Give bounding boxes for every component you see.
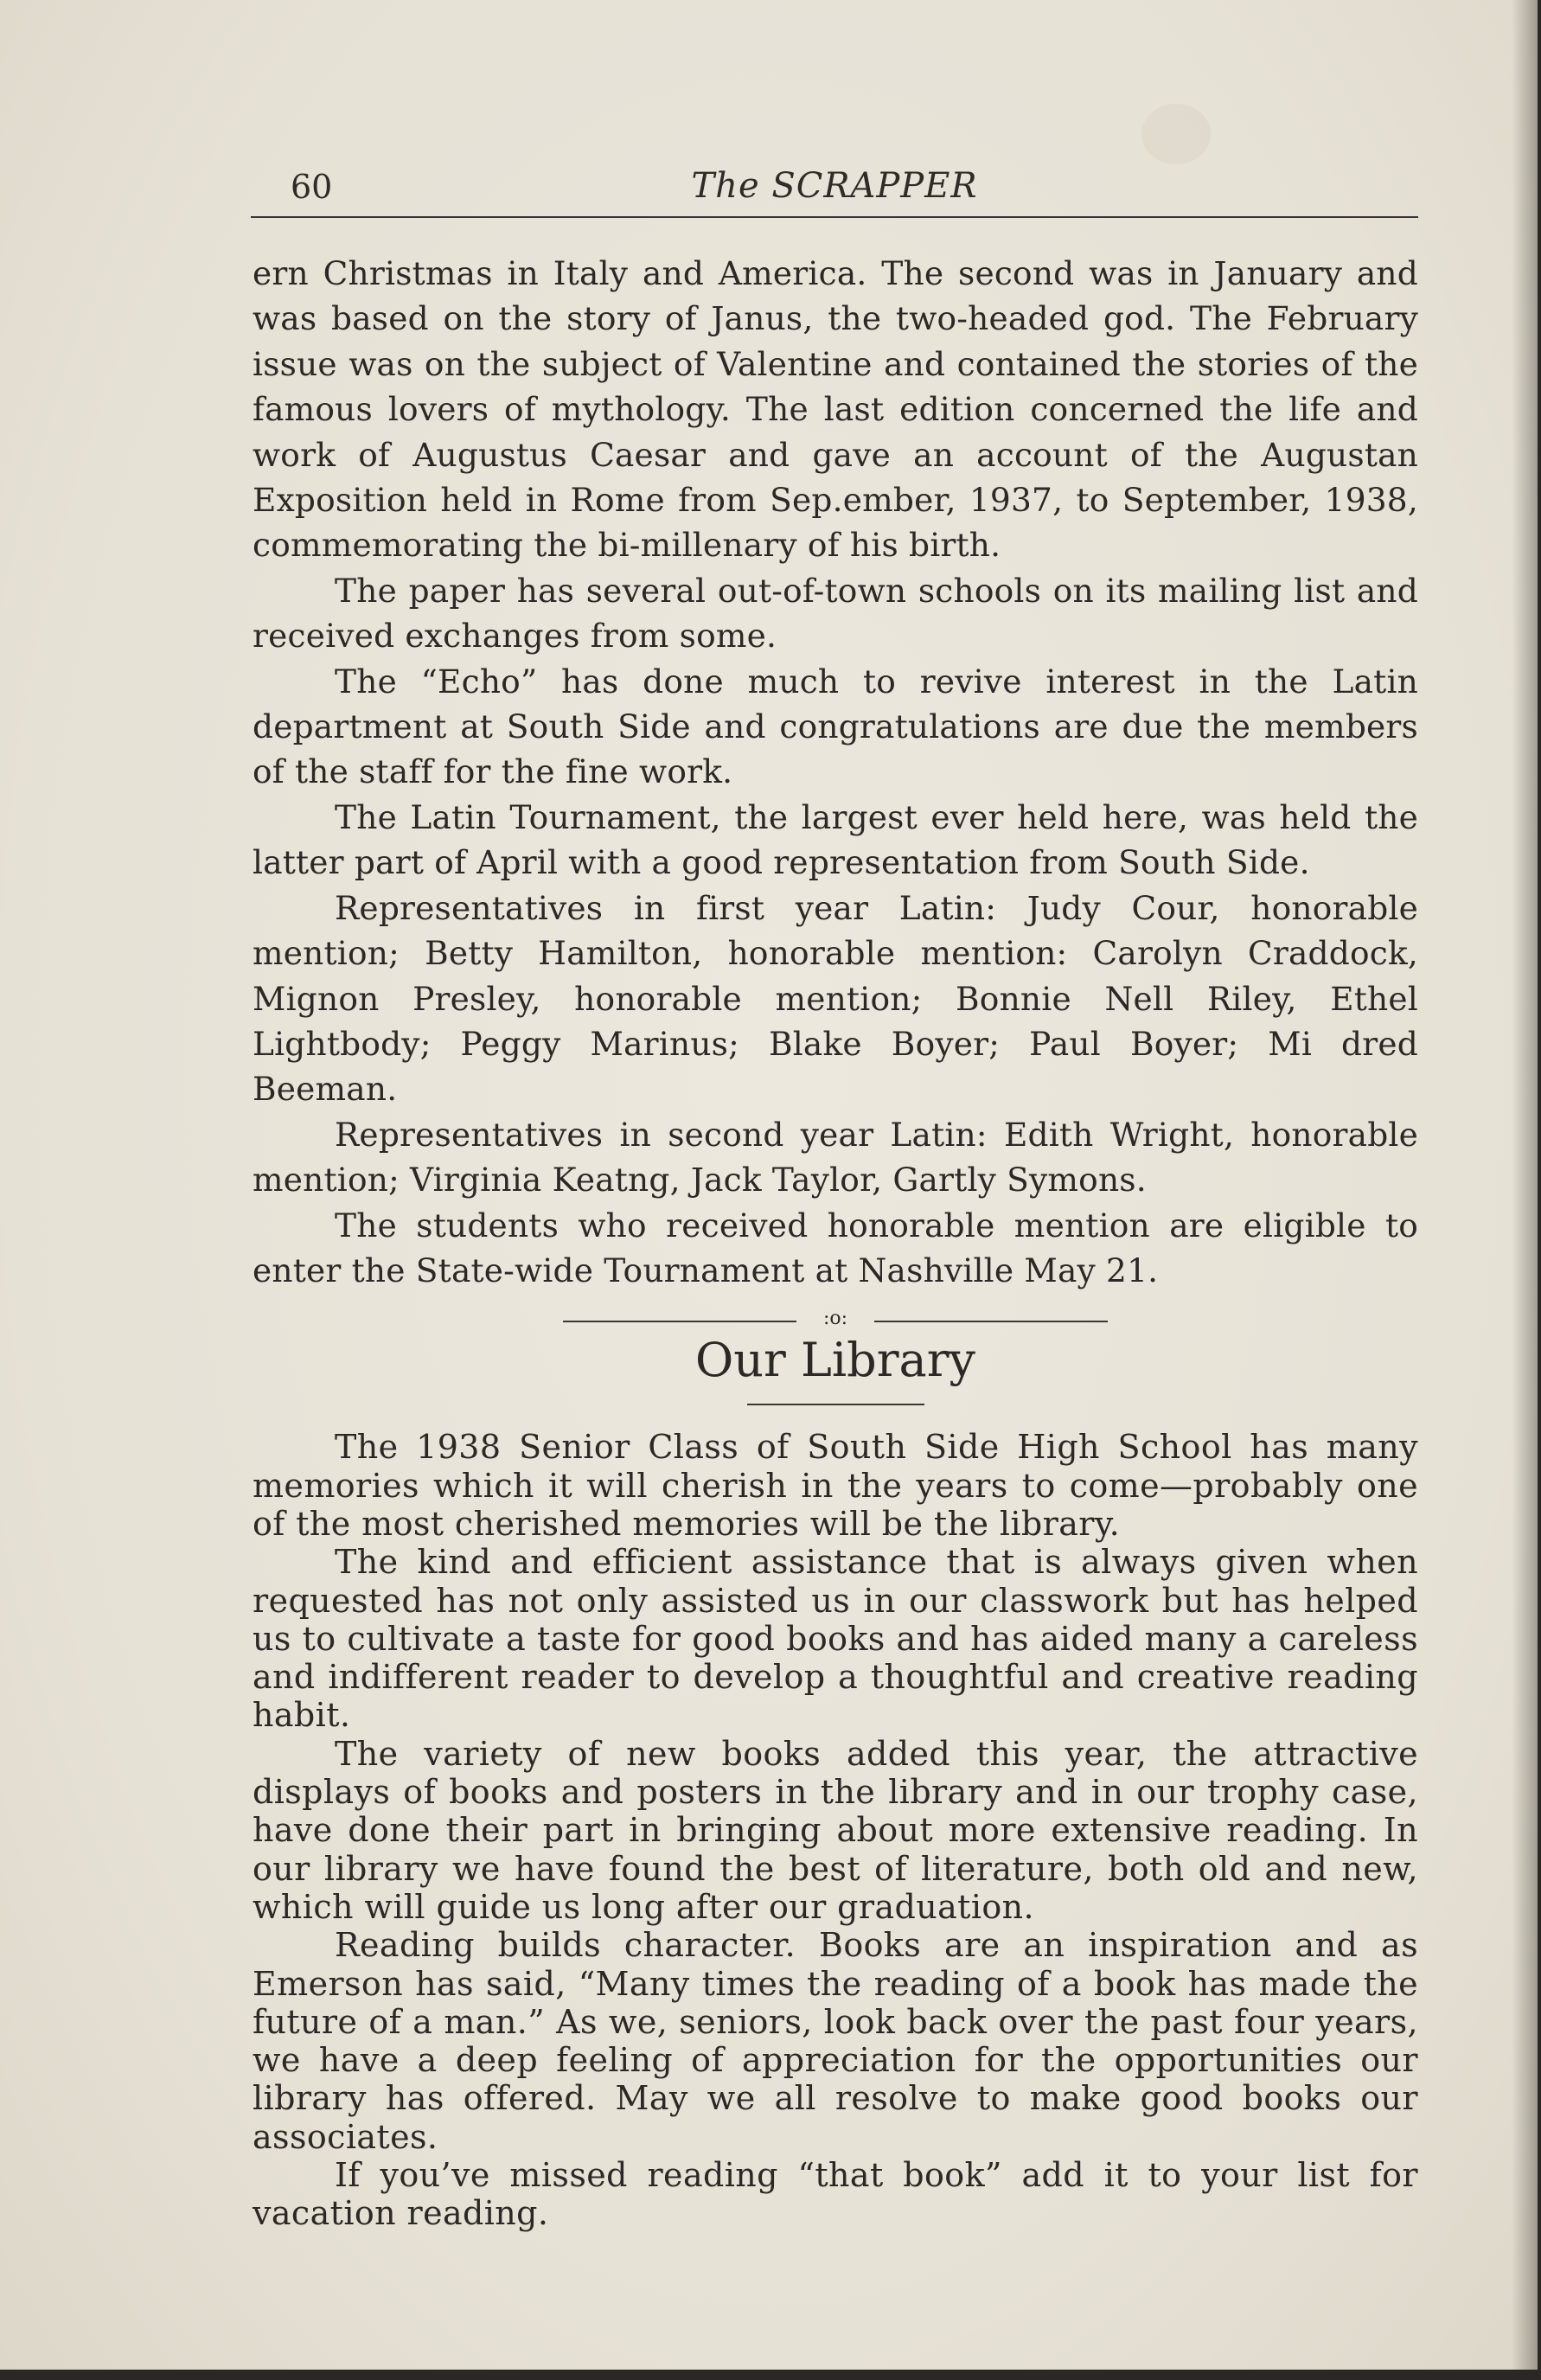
running-header — [251, 164, 1418, 218]
article-body — [253, 251, 1418, 2233]
page-edge-shadow — [1512, 0, 1538, 2370]
paragraph: ern Christmas in Italy and America. The second was in January and was based on the story of Janus, the two-headed god. The February issue was on the subject of Valentine and contained the stories of the famous lovers of mythology. The last edition concerned the life and work of Augustus Caesar and gave an account of the Augustan Exposition held in Rome from Sep.ember, 1937, to September, 1938, commemorating the bi-millenary of his birth. — [253, 254, 1418, 565]
section-divider — [563, 1310, 1108, 1328]
divider-ornament: :o: — [822, 1308, 848, 1330]
paragraph: The “Echo” has done much to revive interest in the Latin department at South Side and congratulations are due the members of the staff for the fine work. — [253, 662, 1418, 791]
paragraph: The 1938 Senior Class of South Side High School has many memories which it will cherish in the years to come—probably one of the most cherished memories will be the library. — [253, 1428, 1418, 1543]
paragraph: The kind and efficient assistance that is always given when requested has not only assisted us in our classwork but has helped us to cultivate a taste for good books and has aided many a careless and indifferent reader to develop a thoughtful and creative reading habit. — [253, 1543, 1418, 1735]
paragraph: The variety of new books added this year, the attractive displays of books and posters in the library and in our trophy case, have done their part in bringing about more extensive reading. In our library we have found the best of literature, both old and new, which will guide us long after our graduation. — [253, 1734, 1418, 1926]
paragraph: The paper has several out-of-town schools on its mailing list and received exchanges from some. — [253, 571, 1418, 656]
page-number: 60 — [291, 168, 333, 206]
paragraph: The Latin Tournament, the largest ever held here, was held the latter part of April with a good representation from South Side. — [253, 797, 1418, 882]
paragraph: If you’ve missed reading “that book” add it to your list for vacation reading. — [253, 2155, 1418, 2233]
section-title: Our Library — [694, 1333, 976, 1388]
latin-club-section — [253, 251, 1418, 1293]
divider-line-right — [874, 1321, 1108, 1322]
paper-stain — [1141, 104, 1211, 164]
paragraph: The students who received honorable mention are eligible to enter the State-wide Tournament at Nashville May 21. — [253, 1206, 1418, 1289]
paragraph: Reading builds character. Books are an inspiration and as Emerson has said, “Many times the reading of a book has made the future of a man.” As we, seniors, look back over the past four years, we have a deep feeling of appreciation for the opportunities our library has offered. May we all resolve to make good books our associates. — [253, 1926, 1418, 2156]
title-underline — [747, 1404, 924, 1405]
paragraph: Representatives in second year Latin: Edith Wright, honorable mention; Virginia Keatng, Jack Taylor, Gartly Symons. — [253, 1115, 1418, 1200]
our-library-section — [253, 1428, 1418, 2232]
paragraph: Representatives in first year Latin: Judy Cour, honorable mention; Betty Hamilton, honorable mention: Carolyn Craddock, Mignon Presley, honorable mention; Bonnie Nell Riley, Ethel Lightbody; Peggy Marinus; Blake Boyer; Paul Boyer; Mi dred Beeman. — [253, 888, 1418, 1109]
divider-line-left — [563, 1321, 796, 1322]
journal-title: The SCRAPPER — [691, 166, 978, 206]
